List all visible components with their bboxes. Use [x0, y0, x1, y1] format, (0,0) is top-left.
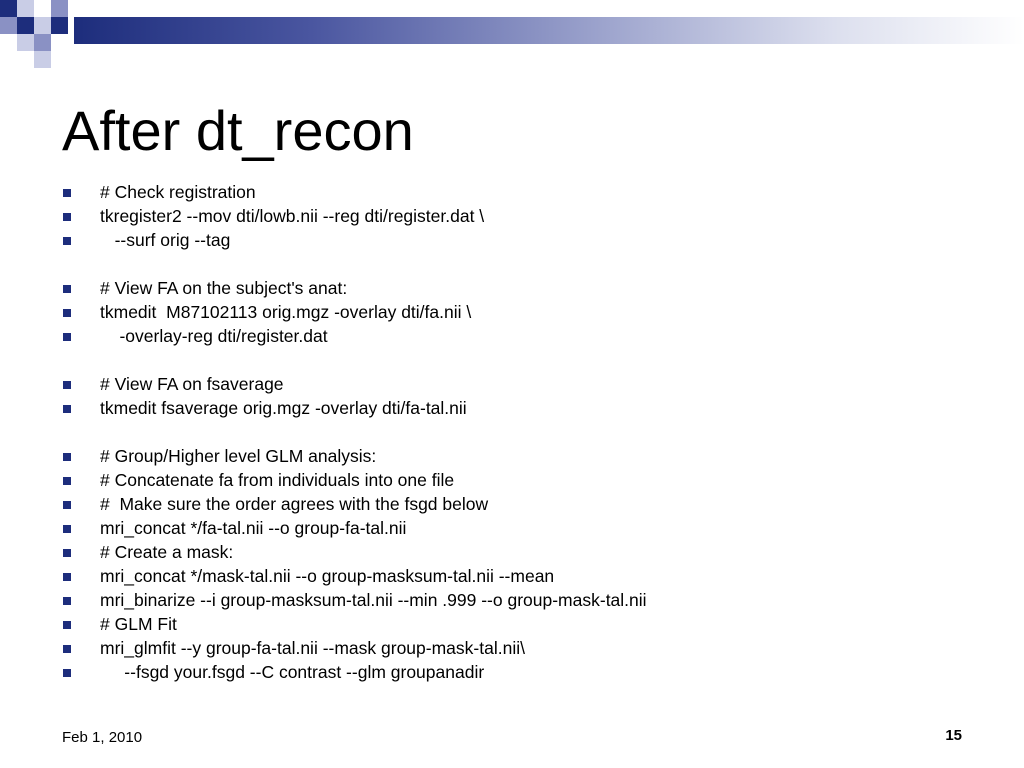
- bullet-text: --surf orig --tag: [100, 230, 231, 250]
- square-bullet-icon: [63, 285, 71, 293]
- bullet-item: [62, 396, 467, 420]
- square-bullet-icon: [63, 405, 71, 413]
- square-bullet-icon: [63, 645, 71, 653]
- bullet-item: [62, 492, 489, 516]
- bullet-text: --fsgd your.fsgd --C contrast --glm groupanadir: [100, 662, 485, 682]
- bullet-item: [62, 444, 377, 468]
- square-bullet-icon: [63, 333, 71, 341]
- bullet-text: tkregister2 --mov dti/lowb.nii --reg dti/register.dat \: [100, 206, 485, 226]
- header-gradient-bar: [74, 17, 1024, 44]
- bullet-text: # Group/Higher level GLM analysis:: [100, 446, 377, 466]
- bullet-text: mri_binarize --i group-masksum-tal.nii --min .999 --o group-mask-tal.nii: [100, 590, 647, 610]
- bullet-item: [62, 516, 407, 540]
- header-square: [34, 17, 51, 34]
- header-decoration: [0, 0, 1024, 66]
- square-bullet-icon: [63, 573, 71, 581]
- bullet-text: # Make sure the order agrees with the fsgd below: [100, 494, 489, 514]
- square-bullet-icon: [63, 669, 71, 677]
- square-bullet-icon: [63, 549, 71, 557]
- bullet-list: [62, 180, 647, 684]
- square-bullet-icon: [63, 621, 71, 629]
- bullet-item: [62, 228, 231, 252]
- header-square: [17, 0, 34, 17]
- bullet-item: [62, 540, 234, 564]
- bullet-item: [62, 612, 177, 636]
- header-square: [34, 51, 51, 68]
- square-bullet-icon: [63, 309, 71, 317]
- bullet-item: [62, 276, 348, 300]
- header-square: [17, 34, 34, 51]
- square-bullet-icon: [63, 525, 71, 533]
- square-bullet-icon: [63, 597, 71, 605]
- bullet-item: [62, 588, 647, 612]
- bullet-item: [62, 372, 284, 396]
- bullet-item: [62, 636, 525, 660]
- header-square: [34, 34, 51, 51]
- header-square: [0, 0, 17, 17]
- bullet-text: -overlay-reg dti/register.dat: [100, 326, 328, 346]
- page-number: 15: [945, 727, 962, 744]
- header-square: [51, 0, 68, 17]
- bullet-text: # Check registration: [100, 182, 256, 202]
- bullet-text: # Concatenate fa from individuals into one file: [100, 470, 455, 490]
- slide-title: After dt_recon: [62, 99, 414, 162]
- square-bullet-icon: [63, 189, 71, 197]
- footer-date: Feb 1, 2010: [62, 729, 143, 746]
- bullet-item: [62, 300, 472, 324]
- square-bullet-icon: [63, 501, 71, 509]
- header-square: [17, 17, 34, 34]
- bullet-text: mri_concat */fa-tal.nii --o group-fa-tal.nii: [100, 518, 407, 538]
- bullet-item: [62, 324, 328, 348]
- bullet-text: # View FA on fsaverage: [100, 374, 284, 394]
- bullet-text: mri_concat */mask-tal.nii --o group-masksum-tal.nii --mean: [100, 566, 555, 586]
- bullet-text: # View FA on the subject's anat:: [100, 278, 348, 298]
- header-square: [51, 17, 68, 34]
- bullet-item: [62, 468, 455, 492]
- bullet-item: [62, 180, 256, 204]
- bullet-text: mri_glmfit --y group-fa-tal.nii --mask group-mask-tal.nii\: [100, 638, 525, 658]
- bullet-item: [62, 660, 485, 684]
- header-square: [0, 17, 17, 34]
- square-bullet-icon: [63, 453, 71, 461]
- bullet-text: # Create a mask:: [100, 542, 234, 562]
- square-bullet-icon: [63, 477, 71, 485]
- bullet-item: [62, 564, 555, 588]
- bullet-text: tkmedit M87102113 orig.mgz -overlay dti/fa.nii \: [100, 302, 472, 322]
- square-bullet-icon: [63, 381, 71, 389]
- bullet-item: [62, 204, 485, 228]
- square-bullet-icon: [63, 213, 71, 221]
- square-bullet-icon: [63, 237, 71, 245]
- bullet-text: # GLM Fit: [100, 614, 177, 634]
- bullet-text: tkmedit fsaverage orig.mgz -overlay dti/fa-tal.nii: [100, 398, 467, 418]
